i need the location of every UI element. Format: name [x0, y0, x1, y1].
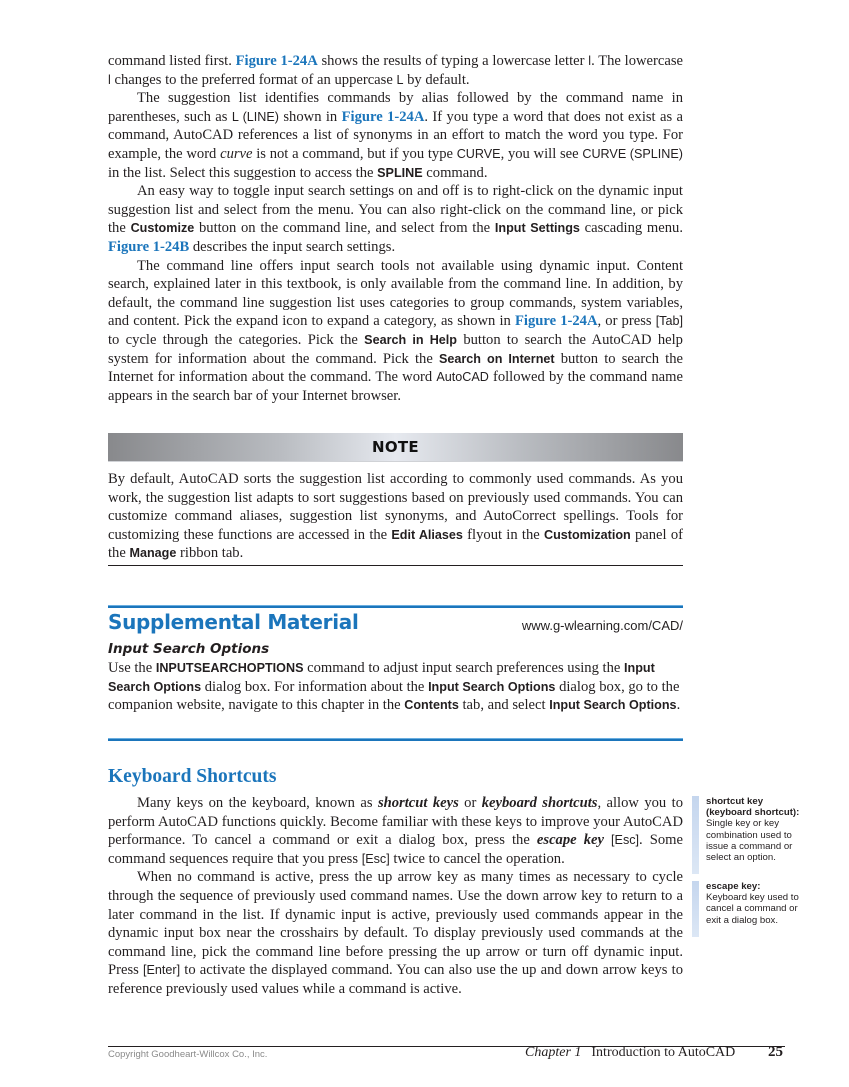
intro-paragraph-3: An easy way to toggle input search settings on and off is to right-click on the dynamic input suggestion list and select from the menu. You can also right-click on the command line, or pick the Customize button on the command line, and select from the Input Settings cascading menu. Figure 1-24B describes the input search settings. — [108, 183, 683, 255]
glossary-definition: Single key or key combination used to issue a command or select an option. — [706, 818, 793, 864]
note-paragraph: By default, AutoCAD sorts the suggestion list according to commonly used commands. As you work, the suggestion list adapts to sort suggestions based on previously used commands. You can customize command aliases, suggestion list synonyms, and AutoCorrect spellings. Tools for customizing these functions are accessed in the Edit Aliases flyout in the Customization panel of the Manage ribbon tab. — [108, 471, 683, 562]
intro-section — [108, 52, 683, 405]
glossary-definition: Keyboard key used to cancel a command or exit a dialog box. — [706, 892, 799, 926]
keyboard-paragraph-1: Many keys on the keyboard, known as shortcut keys or keyboard shortcuts, allow you to perform AutoCAD functions quickly. Become familiar with these keys to improve your AutoCAD performance. To cancel a command or exit a dialog box, press the escape key [Esc]. Some command sequences require that you press [Esc] twice to cancel the operation. — [108, 795, 684, 867]
intro-paragraph-4: The command line offers input search tools not available using dynamic input. Content search, explained later in this textbook, is only available from the command line. In addition, by default, the command line suggestion list uses categories to group commands, system variables, and content. Pick the expand icon to expand a category, as shown in Figure 1-24A, or press [Tab] to cycle through the categories. Pick the Search in Help button to search the AutoCAD help system for information about the command. Pick the Search on Internet button to search the Internet for information about the command. The word AutoCAD followed by the command name appears in the search bar of your Internet browser. — [108, 257, 683, 404]
supplemental-bottom-rule — [108, 738, 683, 741]
note-title: NOTE — [372, 438, 419, 456]
figure-reference[interactable]: Figure 1-24B — [108, 238, 190, 255]
figure-reference[interactable]: Figure 1-24A — [341, 108, 425, 125]
note-header-bar — [108, 433, 683, 462]
intro-paragraph-2: The suggestion list identifies commands by alias followed by the command name in parentheses, such as L (LINE) shown in Figure 1-24A. If you type a word that does not exist as a command, AutoCAD references a list of synonyms in an effort to match the word you type. For example, the word curve is not a command, but if you type CURVE, you will see CURVE (SPLINE) in the list. Select this suggestion to access the SPLINE command. — [108, 90, 684, 181]
footer-copyright: Copyright Goodheart-Willcox Co., Inc. — [108, 1049, 268, 1060]
supplemental-paragraph: Use the INPUTSEARCHOPTIONS command to adjust input search preferences using the Input Search Options dialog box. For information about the Input Search Options dialog box, go to the companion website, navigate to this chapter in the Contents tab, and select Input Search Options. — [108, 660, 681, 714]
intro-paragraph-1: command listed first. Figure 1-24A shows the results of typing a lowercase letter l. The lowercase l changes to the preferred format of an uppercase L by default. — [108, 53, 683, 88]
margin-accent-bar — [692, 796, 699, 874]
supplemental-top-rule — [108, 605, 683, 608]
supplemental-url-link[interactable]: www.g-wlearning.com/CAD/ — [521, 618, 683, 633]
supplemental-title: Supplemental Material — [108, 610, 359, 634]
section-title-keyboard-shortcuts: Keyboard Shortcuts — [108, 766, 277, 787]
supplemental-subtitle: Input Search Options — [108, 641, 270, 657]
margin-accent-bar — [692, 881, 699, 937]
footer-chapter-label: Chapter 1 Introduction to AutoCAD — [525, 1045, 736, 1060]
figure-reference[interactable]: Figure 1-24A — [514, 313, 598, 330]
glossary-term: shortcut key (keyboard shortcut): — [706, 796, 800, 819]
glossary-term: escape key: — [706, 881, 761, 892]
supplemental-body — [108, 659, 683, 715]
keyboard-paragraph-2: When no command is active, press the up arrow key as many times as necessary to cycle through the sequence of previously used command names. Use the down arrow key to return to a later command in the list. If dynamic input is active, previously used commands appear in the dynamic input box near the crosshairs by default. To display previously used commands at the command line, pick the command line before pressing the up arrow or turn off dynamic input. Press [Enter] to activate the displayed command. You can also use the up and down arrow keys to reference previously used values while a command is active. — [108, 869, 683, 997]
figure-reference[interactable]: Figure 1-24A — [235, 53, 318, 69]
keyboard-shortcuts-body — [108, 794, 683, 999]
note-bottom-rule — [108, 565, 683, 566]
note-body — [108, 470, 683, 563]
margin-glossary-escape-key — [692, 881, 802, 937]
page-number: 25 — [768, 1044, 783, 1060]
margin-glossary-shortcut-key — [692, 796, 802, 874]
